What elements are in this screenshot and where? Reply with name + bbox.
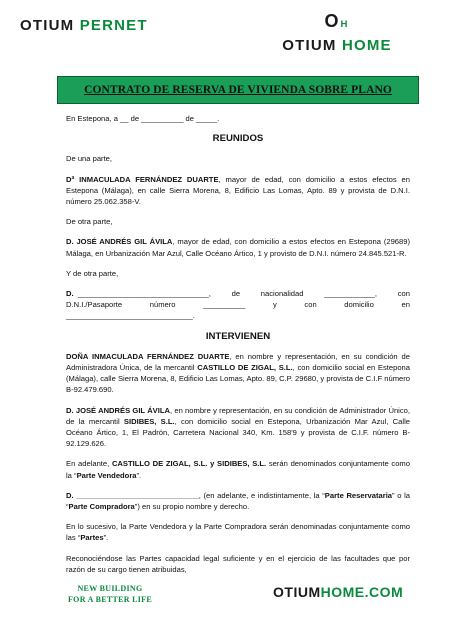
intervienen-paragraph-1	[66, 351, 410, 396]
intervienen-p4-a: D.	[66, 490, 77, 500]
intervienen-p1-text-a: , en nombre y representación, en su condición de Administradora Única, de la mercantil	[66, 351, 410, 373]
intervienen-p3-a: En adelante,	[66, 459, 112, 469]
footer-website-a: OTIUM	[273, 584, 321, 600]
intervienen-p2-name: D. JOSÉ ANDRÉS GIL ÁVILA	[66, 405, 170, 415]
party-3-con: con	[397, 289, 410, 299]
party-3-con-2: con	[304, 300, 317, 310]
intervienen-p4-g: ”) en su propio nombre y derecho.	[134, 502, 250, 512]
logo-right-word-1: OTIUM	[282, 37, 342, 54]
intro-second-party: De otra parte,	[66, 217, 113, 227]
place-date-line: En Estepona, a __ de __________ de _____.	[66, 114, 220, 123]
intervienen-p2-text-b: , con domicilio social en Estepona, Urbanización Mar Azul, Calle Océano Ártico, 1, El Padrón, Carretera Nacional 340, Km. 158'9 y provista de C.I.F. número B-92.129.626.	[66, 416, 410, 449]
intervienen-p2-text-a: , en nombre y representación, en su condición de Administrador Único, de la mercantil	[66, 405, 410, 426]
intervienen-p4-c: , (en adelante, e indistintamente, la “	[198, 490, 325, 500]
logo-left-word-1: OTIUM	[20, 17, 80, 34]
monogram-o: O	[324, 11, 341, 31]
party-3-blank-number: __________	[203, 300, 246, 310]
party-3-numero: número	[149, 300, 176, 310]
logo-right-word-2: HOME	[341, 37, 392, 54]
intervienen-p2-company: SIDIBES, S.L.	[123, 416, 175, 426]
party-3-paragraph	[66, 288, 410, 322]
otium-home-monogram-icon	[272, 12, 402, 34]
intervienen-p4-d: Parte Reservataria	[324, 490, 393, 500]
intervienen-p1-name: DOÑA INMACULADA FERNÁNDEZ DUARTE	[66, 351, 230, 361]
document-body	[66, 113, 410, 584]
party-1-paragraph	[66, 174, 410, 208]
otium-pernet-logo	[20, 17, 148, 34]
logo-left-word-2: PERNET	[79, 17, 148, 34]
party-3-blank-name: _______________________________,	[77, 289, 211, 299]
document-title: CONTRATO DE RESERVA DE VIVIENDA SOBRE PLANO	[84, 84, 392, 96]
intervienen-paragraph-5	[66, 521, 410, 543]
intervienen-paragraph-4	[66, 490, 410, 512]
otium-home-wordmark	[272, 37, 402, 54]
intervienen-heading: INTERVIENEN	[205, 330, 271, 342]
party-3-nacionalidad: nacionalidad	[260, 289, 304, 299]
party-3-line-1	[66, 288, 410, 299]
party-3-d: D.	[66, 289, 74, 299]
intervienen-p4-e: ” o la “	[66, 490, 411, 512]
intervienen-p1-text-b: , con domicilio social en Estepona (Málaga), calle Sierra Morena, 8, Edificio Las Lomas, Apto. 89, C.P. 29680, y provista de C.I.F número B-92.479.690.	[66, 363, 410, 395]
party-3-blank-nationality: ____________,	[324, 289, 377, 299]
party-3-de: de	[231, 289, 241, 299]
intervienen-p4-f: Parte Compradora	[68, 502, 135, 512]
intervienen-paragraph-3	[66, 458, 410, 480]
intervienen-paragraph-2	[66, 405, 410, 450]
party-3-domicilio: domicilio	[344, 300, 374, 310]
party-3-en: en	[401, 300, 410, 310]
intervienen-p5-b: Partes	[80, 533, 104, 543]
monogram-h: H	[340, 19, 350, 30]
intervienen-p3-e: ”.	[136, 470, 142, 480]
intro-third-party: Y de otra parte,	[66, 268, 119, 278]
party-1-name: Dª INMACULADA FERNÁNDEZ DUARTE	[66, 174, 219, 184]
party-3-y: y	[273, 300, 277, 310]
reunidos-heading: REUNIDOS	[212, 133, 264, 145]
intervienen-p3-d: Parte Vendedora	[76, 470, 137, 480]
party-2-text: , mayor de edad, con domicilio a estos efectos en Estepona (29689) Málaga, en Urbanización Mar Azul, Calle Océano Ártico, 1 y provisto de D.N.I. número 24.845.521-R.	[66, 237, 410, 258]
footer-slogan-line-2: FOR A BETTER LIFE	[68, 594, 153, 604]
otium-home-logo	[272, 12, 402, 54]
footer-slogan	[68, 584, 152, 605]
party-3-dni: D.N.I./Pasaporte	[66, 300, 123, 310]
party-1-text: , mayor de edad, con domicilio a estos efectos en Estepona (Málaga), en calle Sierra Morena, 8, Edificio Las Lomas, Apto. 89 y provista de D.N.I. número 25.062.358-V.	[66, 174, 411, 207]
intervienen-p1-company: CASTILLO DE ZIGAL, S.L.	[197, 363, 293, 373]
party-2-paragraph	[66, 236, 410, 258]
footer-website-b: HOME.COM	[320, 584, 404, 600]
intervienen-p5-c: ”.	[103, 533, 109, 543]
footer-website	[273, 584, 403, 600]
intervienen-p3-b: CASTILLO DE ZIGAL, S.L. y SIDIBES, S.L.	[111, 459, 267, 469]
intervienen-p4-blank: _____________________________	[76, 490, 199, 500]
intervienen-p3-c: serán denominados conjuntamente como la “	[66, 459, 410, 480]
intervienen-p5-a: En lo sucesivo, la Parte Vendedora y la Parte Compradora serán denominadas conjuntamente como las “	[66, 522, 410, 543]
party-2-name: D. JOSÉ ANDRÉS GIL ÁVILA	[66, 237, 173, 247]
intervienen-paragraph-6: Reconociéndose las Partes capacidad legal suficiente y en el ejercicio de las facultades que por razón de su cargo tienen atribuidas,	[66, 553, 410, 574]
document-title-box	[57, 76, 419, 104]
party-3-line-2	[66, 299, 410, 310]
footer-slogan-line-1: NEW BUILDING	[77, 584, 143, 593]
party-3-blank-address: ______________________________.	[66, 311, 195, 321]
intro-first-party: De una parte,	[66, 154, 113, 164]
